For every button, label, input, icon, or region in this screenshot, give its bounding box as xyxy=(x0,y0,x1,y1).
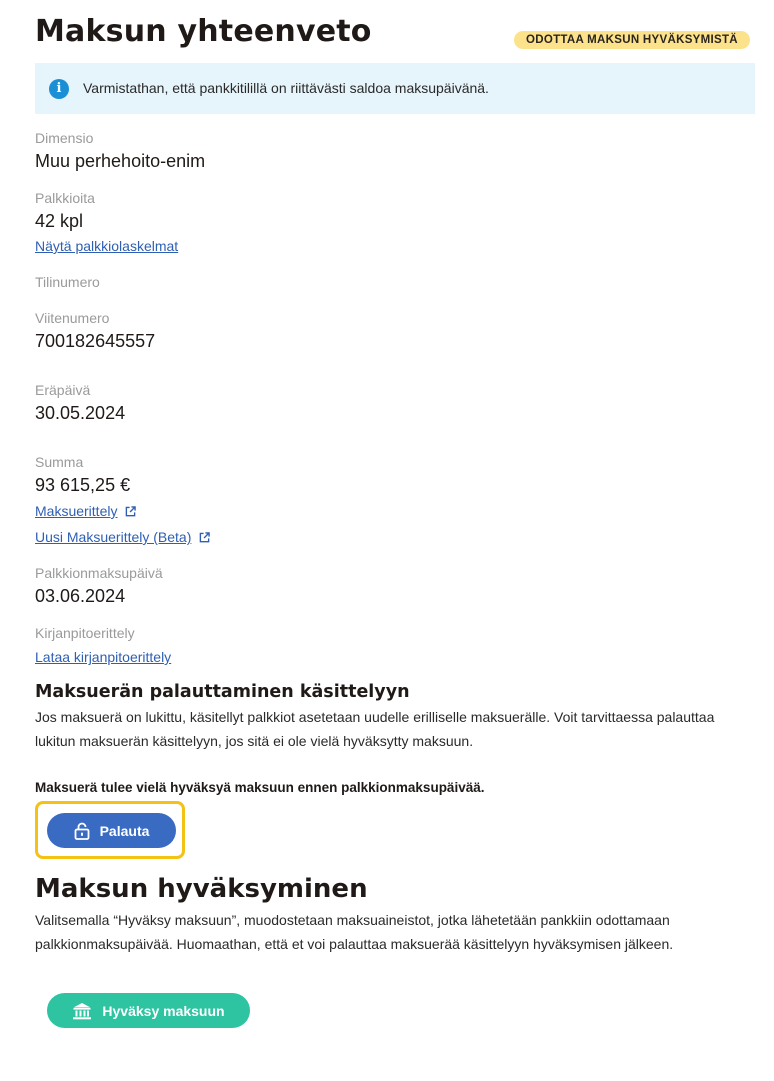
palauta-button[interactable] xyxy=(47,813,176,848)
due-date-label: Eräpäivä xyxy=(35,382,91,398)
payday-value: 03.06.2024 xyxy=(35,586,126,606)
page-title: Maksun yhteenveto xyxy=(35,14,372,49)
status-badge: ODOTTAA MAKSUN HYVÄKSYMISTÄ xyxy=(514,31,750,49)
approval-warning: Maksuerä tulee vielä hyväksyä maksuun ennen palkkionmaksupäivää. xyxy=(35,780,485,795)
approve-payment-button[interactable] xyxy=(47,993,250,1028)
external-link-icon xyxy=(125,506,136,517)
sum-value: 93 615,25 € xyxy=(35,475,131,495)
approve-section-description: Valitsemalla “Hyväksy maksuun”, muodostetaan maksuaineistot, jotka lähetetään pankkiin odottamaan palkkionmaksupäivää. Huomaathan, että et voi palauttaa maksuerää käsittelyyn hyväksymisen jälkeen. xyxy=(35,912,674,952)
dimension-label: Dimensio xyxy=(35,130,94,146)
payday-label: Palkkionmaksupäivä xyxy=(35,565,163,581)
return-section-description: Jos maksuerä on lukittu, käsitellyt palkkiot asetetaan uudelle erilliselle maksuerälle. Voit tarvittaessa palauttaa lukitun maksuerän käsittelyyn, jos sitä ei ole vielä hyväksytty maksuun. xyxy=(35,709,715,749)
palauta-button-label: Palauta xyxy=(99,822,150,839)
fees-label: Palkkioita xyxy=(35,190,95,206)
reference-number-value: 700182645557 xyxy=(35,331,156,351)
payment-breakdown-link-label: Maksuerittely xyxy=(35,503,118,519)
bookkeeping-label: Kirjanpitoerittely xyxy=(35,625,135,641)
due-date-value: 30.05.2024 xyxy=(35,403,126,423)
external-link-icon xyxy=(199,532,210,543)
payment-breakdown-link[interactable] xyxy=(35,503,136,519)
reference-number-label: Viitenumero xyxy=(35,310,110,326)
return-section-heading: Maksuerän palauttaminen käsittelyyn xyxy=(35,682,410,702)
approve-section-heading: Maksun hyväksyminen xyxy=(35,874,368,904)
dimension-value: Muu perhehoito-enim xyxy=(35,151,206,171)
fees-calculations-link[interactable]: Näytä palkkiolaskelmat xyxy=(35,238,179,254)
approve-payment-button-label: Hyväksy maksuun xyxy=(102,1002,225,1019)
fees-value: 42 kpl xyxy=(35,211,84,231)
account-number-label: Tilinumero xyxy=(35,274,100,290)
bank-icon xyxy=(72,1002,92,1020)
info-banner xyxy=(35,63,755,114)
new-payment-breakdown-link-label: Uusi Maksuerittely (Beta) xyxy=(35,529,192,545)
info-icon: i xyxy=(49,79,69,99)
unlock-icon xyxy=(74,822,90,840)
download-bookkeeping-link[interactable]: Lataa kirjanpitoerittely xyxy=(35,649,172,665)
info-text: Varmistathan, että pankkitilillä on riittävästi saldoa maksupäivänä. xyxy=(83,80,489,96)
new-payment-breakdown-link[interactable] xyxy=(35,529,210,545)
sum-label: Summa xyxy=(35,454,84,470)
